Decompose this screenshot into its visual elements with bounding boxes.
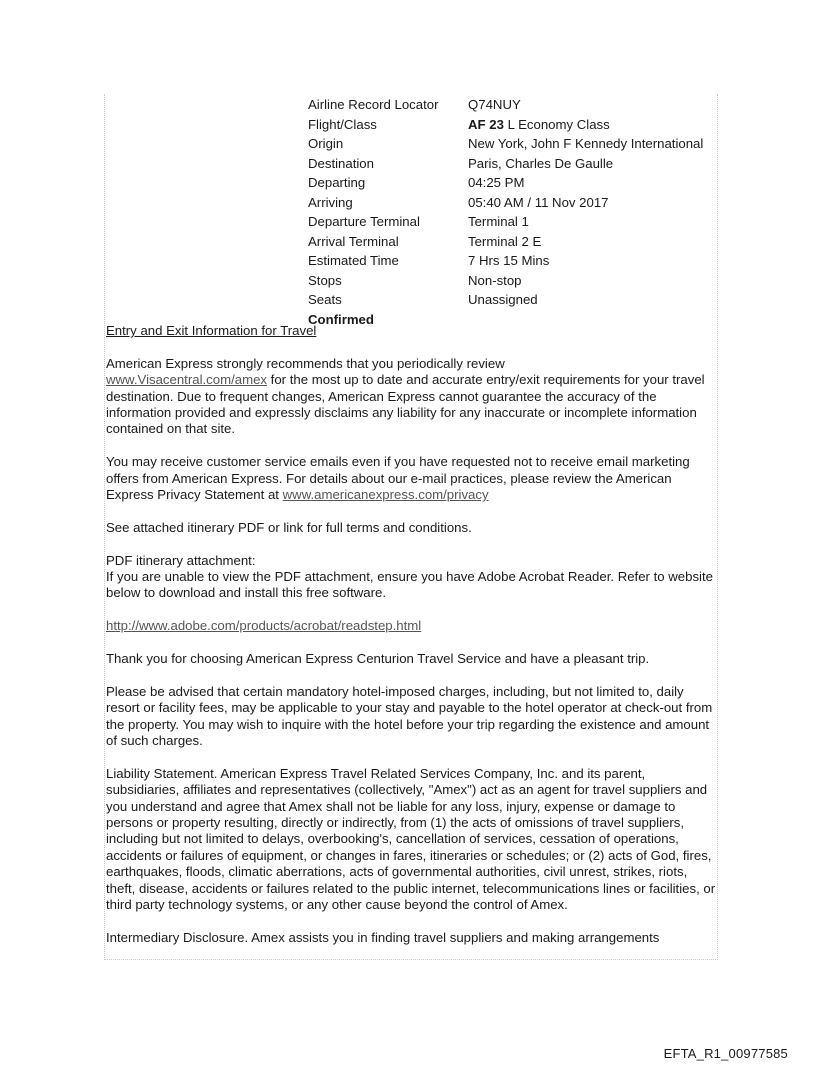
flight-row-label: Departing	[308, 175, 366, 190]
flight-row-stops	[308, 271, 703, 291]
adobe-reader-link[interactable]: http://www.adobe.com/products/acrobat/readstep.html	[106, 618, 422, 634]
flight-number: AF 23	[468, 116, 504, 132]
flight-row-label: Arriving	[308, 194, 353, 210]
email-notice-text: You may receive customer service emails even if you have requested not to receive email marketing offers from American Express. For details about our e-mail practices, please review the American Express Privacy Statement at	[106, 454, 690, 503]
flight-row-departure-terminal	[308, 212, 703, 232]
flight-row-flight-class	[308, 115, 703, 135]
privacy-link[interactable]: www.americanexpress.com/privacy	[282, 487, 489, 503]
email-notice	[106, 454, 718, 503]
pdf-heading: PDF itinerary attachment:	[106, 552, 256, 568]
pdf-instructions: If you are unable to view the PDF attachment, ensure you have Adobe Acrobat Reader. Refer to website below to download and install this free software.	[106, 569, 713, 601]
arrival-terminal-value: Terminal 2 E	[468, 233, 542, 249]
departing-value: 04:25 PM	[468, 175, 525, 190]
adobe-link-paragraph	[106, 618, 718, 634]
entry-exit-section	[106, 323, 718, 438]
flight-row-origin	[308, 134, 703, 154]
origin-value: New York, John F Kennedy International	[468, 136, 704, 151]
flight-row-label: Seats	[308, 292, 342, 307]
estimated-time-value: 7 Hrs 15 Mins	[468, 253, 550, 268]
terms-note: See attached itinerary PDF or link for full terms and conditions.	[106, 519, 472, 535]
flight-row-departing	[308, 173, 703, 193]
flight-row-label: Stops	[308, 272, 342, 288]
flight-row-label: Arrival Terminal	[308, 233, 399, 249]
record-locator-value: Q74NUY	[468, 97, 521, 112]
flight-details-table	[308, 95, 703, 329]
stops-value: Non-stop	[468, 272, 522, 288]
travel-class: L Economy Class	[507, 116, 610, 132]
destination-value: Paris, Charles De Gaulle	[468, 155, 614, 171]
flight-row-estimated-time	[308, 251, 703, 271]
flight-row-label: Flight/Class	[308, 116, 377, 132]
thank-you-text: Thank you for choosing American Express Centurion Travel Service and have a pleasant trip.	[106, 651, 650, 667]
itinerary-notices	[106, 323, 718, 963]
pdf-section	[106, 553, 718, 602]
visacentral-link[interactable]: www.Visacentral.com/amex	[106, 372, 267, 388]
flight-row-arriving	[308, 193, 703, 213]
arriving-value: 05:40 AM / 11 Nov 2017	[468, 194, 609, 210]
entry-exit-heading: Entry and Exit Information for Travel	[106, 323, 317, 338]
flight-row-seats	[308, 290, 703, 310]
flight-row-label: Departure Terminal	[308, 214, 420, 229]
booking-status: Confirmed	[308, 311, 374, 327]
entry-exit-text-end: for the most up to date and accurate entry/exit requirements for your travel destination. Due to frequent changes, American Express cannot guarantee the accuracy of the information provided and expressly disclaims any liability for any inaccurate or incomplete information contained on that site.	[106, 372, 705, 437]
flight-row-destination	[308, 154, 703, 174]
flight-row-record-locator	[308, 95, 703, 115]
liability-statement: Liability Statement. American Express Travel Related Services Company, Inc. and its parent, subsidiaries, affiliates and representatives (collectively, "Amex") act as an agent for travel suppliers and you understand and agree that Amex shall not be liable for any loss, injury, expense or damage to persons or property resulting, directly or indirectly, from (1) the acts of omissions of travel suppliers, including but not limited to delays, overbooking's, cancellation of services, cessation of operations, accidents or failures of equipment, or changes in fares, itineraries or schedules; or (2) acts of God, fires, earthquakes, floods, climatic aberrations, acts of governmental authorities, civil unrest, strikes, riots, theft, disease, accidents or failures related to the public internet, telecommunications lines or facilities, or third party technology systems, or any other cause beyond the control of Amex.	[106, 765, 716, 913]
flight-row-label: Destination	[308, 155, 374, 171]
flight-row-label: Origin	[308, 136, 344, 151]
flight-class-value	[468, 115, 703, 135]
flight-row-label: Airline Record Locator	[308, 97, 439, 112]
document-id: EFTA_R1_00977585	[663, 1046, 788, 1061]
hotel-charges-notice: Please be advised that certain mandatory hotel-imposed charges, including, but not limited to, daily resort or facility fees, may be applicable to your stay and payable to the hotel operator at check-out from the property. You may wish to inquire with the hotel before your trip regarding the existence and amount of such charges.	[106, 683, 713, 749]
seats-value: Unassigned	[468, 292, 538, 307]
intermediary-disclosure: Intermediary Disclosure. Amex assists you in finding travel suppliers and making arrangements	[106, 929, 660, 945]
entry-exit-text-start: American Express strongly recommends that you periodically review	[106, 355, 505, 371]
flight-row-arrival-terminal	[308, 232, 703, 252]
departure-terminal-value: Terminal 1	[468, 214, 529, 229]
flight-row-label: Estimated Time	[308, 253, 399, 268]
